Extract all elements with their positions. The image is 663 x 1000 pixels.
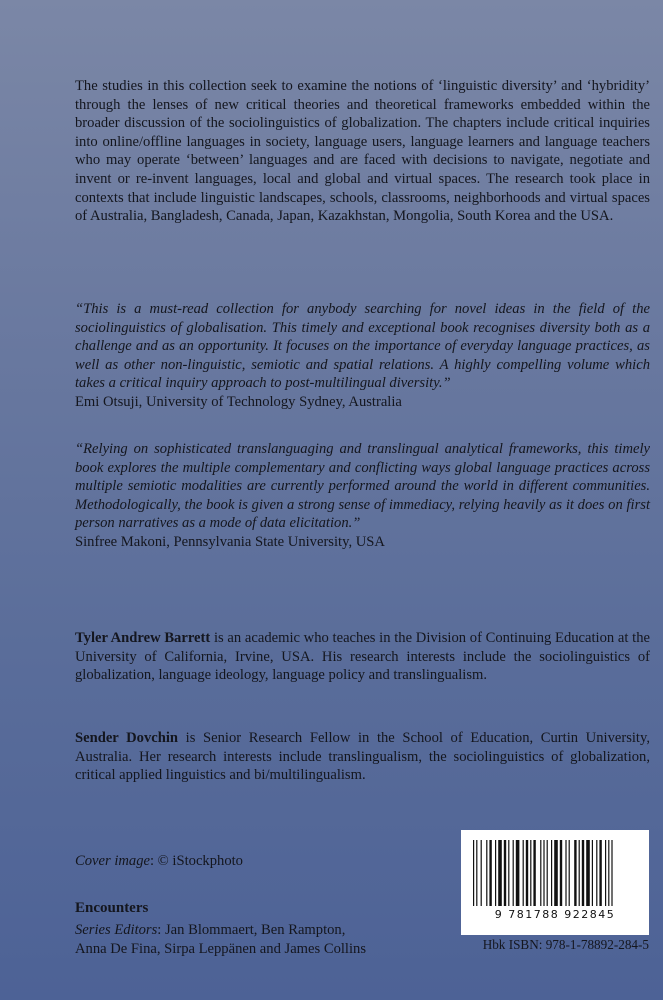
author-bio-text: is an academic who teaches in the Division of Continuing Education at the University of California, Irvine, USA. His research interests include the sociolinguistics of globalization, language ideology, language policy and translingualism. [75,630,650,684]
cover-credit-label: Cover image [75,853,150,869]
endorsement-1 [75,300,650,412]
barcode-icon [471,840,639,906]
series-editors-names-1: : Jan Blommaert, Ben Rampton, [157,922,346,938]
series-editors [75,921,435,959]
author-bio-1 [75,629,650,685]
endorsement-2 [75,440,650,552]
series-editors-names-2: Anna De Fina, Sirpa Leppänen and James Collins [75,941,367,957]
cover-credit-value: : © iStockphoto [149,853,243,869]
cover-credit [75,853,243,870]
barcode-digits: 9 781788 922845 [494,908,616,921]
endorsement-quote: “Relying on sophisticated translanguaging and translingual analytical frameworks, this timely book explores the multiple complementary and conflicting ways global language practices across multiple semiotic modalities are currently performed around the world in different communities. Methodologically, the book is given a strong sense of immediacy, relying heavily as it does on first person narratives as a mode of data elicitation.” [75,441,650,532]
isbn: Hbk ISBN: 978-1-78892-284-5 [482,937,649,952]
author-name: Tyler Andrew Barrett [75,630,211,646]
author-bio-text: is Senior Research Fellow in the School of Education, Curtin University, Australia. Her research interests include translingualism, the sociolinguistics of globalization, critical applied linguistics and bi/multilingualism. [75,730,650,784]
author-bio-2 [75,729,650,785]
author-name: Sender Dovchin [75,730,179,746]
series-editors-label: Series Editors [75,922,158,938]
series-title: Encounters [75,900,149,916]
endorsement-quote: “This is a must-read collection for anybody searching for novel ideas in the field of the sociolinguistics of globalisation. This timely and exceptional book recognises diversity both as a challenge and as an opportunity. It focuses on the importance of everyday language practices, as well as other non-linguistic, semiotic and spatial relations. A highly compelling volume which takes a critical inquiry approach to post-multilingual diversity.” [75,301,650,392]
book-description: The studies in this collection seek to examine the notions of ‘linguistic diversity’ and ‘hybridity’ through the lenses of new critical theories and theoretical frameworks embedded within the broader discussion of the sociolinguistics of globalization. The chapters include critical inquiries into online/offline languages in society, language users, language learners and language teachers who may operate ‘between’ languages and are faced with decisions to navigate, negotiate and invent or re-invent languages, local and global and virtual spaces. The research took place in contexts that include linguistic landscapes, schools, classrooms, neighborhoods and virtual spaces of Australia, Bangladesh, Canada, Japan, Kazakhstan, Mongolia, South Korea and the USA. [75,78,650,225]
endorsement-attribution: Emi Otsuji, University of Technology Sydney, Australia [75,393,402,410]
endorsement-attribution: Sinfree Makoni, Pennsylvania State University, USA [75,533,385,550]
barcode [461,830,649,935]
